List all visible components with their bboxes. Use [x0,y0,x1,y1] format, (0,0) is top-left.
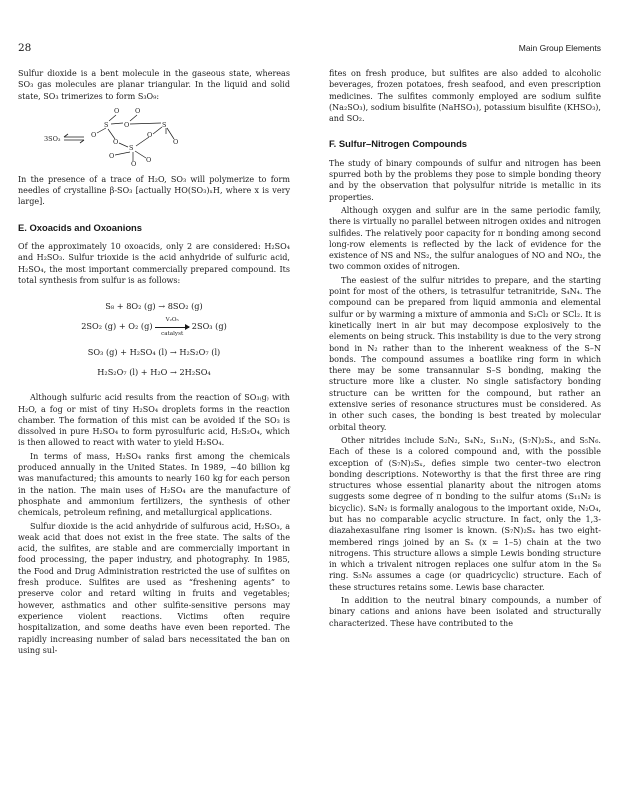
section-heading-oxoacids: E. Oxoacids and Oxoanions [18,221,142,233]
paragraph: fites on fresh produce, but sulfites are also added to alcoholic beverages, frozen potatoes, fresh seafood, and even prescription medicines. The sulfites commonly employed are sodium sulfite (Na₂SO₃), sodium bisulfite (NaHSO₃), potassium bisulfite (KHSO₃), and SO₂. [329,69,601,124]
svg-text:O: O [147,130,153,139]
svg-text:O: O [131,159,137,168]
equation: S₈ + 8O₂ (g) → 8SO₂ (g) [105,301,203,312]
paragraph: Other nitrides include S₂N₂, S₄N₂, S₁₁N₂, (S₇N)₂Sₓ, and S₅N₆. Each of these is a colored compound and, with the possible exception of (S₇N)₂Sₓ, defies simple two center–two electron bonding descriptions. Noteworthy is that the first three are ring structures whose essential planarity about the nitrogen atoms suggests some degree of π bonding to the sulfur atoms (S₁₁N₂ is bicyclic). S₄N₂ is formally analogous to the important oxide, N₂O₄, but has no comparable acyclic structure. In fact, only the 1,3-diazahexasulfane ring isomer is known. (S₇N)₂Sₓ has two eight-membered rings joined by an Sₓ (x = 1–5) chain at the two nitrogens. This structure allows a simple Lewis bonding structure in which a trivalent nitrogen replaces one sulfur atom in the S₈ ring. S₅N₆ assumes a cage (or quadricyclic) structure. Each of these structures retains some. Lewis base character. [329,435,601,592]
svg-text:O: O [109,151,115,160]
paragraph: In terms of mass, H₂SO₄ ranks first among the chemicals produced annually in the United States. In 1989, ~40 billion kg was manufactured; this amounts to nearly 160 kg for each person in the nation. The main uses of H₂SO₄ are the manufacture of phosphate and ammonium fertilizers, the synthesis of other chemicals, petroleum refining, and metallurgical applications. [18,451,290,518]
svg-text:S: S [129,143,134,152]
left-column [18,68,290,656]
equation-block [18,296,290,382]
paragraph: Although sulfuric acid results from the reaction of SO₃₍g₎ with H₂O, a fog or mist of tiny H₂SO₄ droplets forms in the reaction chamber. The formation of this mist can be avoided if the SO₃ is dissolved in pure H₂SO₄ to form pyrosulfuric acid, H₂S₂O₄, which is then allowed to react with water to yield H₂SO₄. [18,393,290,448]
running-title: Main Group Elements [518,43,601,53]
paragraph: Of the approximately 10 oxoacids, only 2 are considered: H₂SO₄ and H₂SO₃. Sulfur trioxide is the acid anhydride of sulfuric acid, H₂SO₄, the most important commercially prepared compound. Its total synthesis from sulfur is as follows: [18,242,290,285]
page-number: 28 [18,42,32,54]
paragraph: Sulfur dioxide is the acid anhydride of sulfurous acid, H₂SO₃, a weak acid that does not exist in the free state. The salts of the acid, the sulfites, are stable and are commercially important in food processing, the paper industry, and photography. In 1985, the Food and Drug Administration restricted the use of sulfites on fresh produce. Sulfites are used as “freshening agents” to preserve color and retard wilting in fruits and vegetables; however, asthmatics and other sulfite-sensitive persons may experience violent reactions. Victims often require hospitalization, and some deaths have even been reported. The rapidly increasing number of salad bars necessitated the ban on using sul- [18,521,290,655]
paragraph: The study of binary compounds of sulfur and nitrogen has been spurred both by the problems they pose to simple bonding theory and by the observation that polysulfur nitride is metallic in its properties. [329,158,601,202]
equation-catalyzed [18,316,290,342]
paragraph: The easiest of the sulfur nitrides to prepare, and the starting point for most of the others, is tetrasulfur tetranitride, S₄N₄. The compound can be prepared from liquid ammonia and elemental sulfur or by warming a mixture of ammonia and S₂Cl₂ or SCl₂. It is kinetically inert in air but may decompose explosively to the elements on being struck. This instability is due to the very strong bond in N₂ rather than to the inherent weakness of the S–N bonds. The compound assumes a boatlike ring form in which there may be some transannular S–S bonding, making the structure more like a cluster. No single satisfactory bonding structure can be written for the compound, but rather an extensive series of resonance structures must be considered. As in other such cases, the bonding is best treated by molecular orbital theory. [329,275,601,432]
catalyst-formula: V₂O₅ [165,317,179,324]
svg-text:O: O [135,106,141,115]
page-header [0,42,617,56]
s3o9-ring-figure [18,106,290,168]
svg-text:O: O [173,137,179,146]
paragraph: In the presence of a trace of H₂O, SO₃ will polymerize to form needles of crystalline β-SO₃ [actually HO(SO₃)ₓH, where x is very large]. [18,174,290,207]
catalyst-arrow [155,317,189,338]
svg-text:O: O [124,120,130,129]
svg-text:S: S [104,120,109,129]
paragraph: In addition to the neutral binary compounds, a number of binary cations and anions have been isolated and structurally characterized. These have contributed to the [329,596,601,628]
equation: H₂S₂O₇ (l) + H₂O → 2H₂SO₄ [97,367,211,378]
equation-reactants: 2SO₂ (g) + O₂ (g) [81,321,153,332]
svg-text:S: S [162,120,167,129]
right-column [329,68,601,629]
paragraph: Sulfur dioxide is a bent molecule in the gaseous state, whereas SO₃ gas molecules are planar triangular. In the liquid and solid state, SO₃ trimerizes to form S₃O₉: [18,69,290,101]
equation: SO₃ (g) + H₂SO₄ (l) → H₂S₂O₇ (l) [87,347,221,358]
svg-text:O: O [114,106,120,115]
paragraph: Although oxygen and sulfur are in the same periodic family, there is virtually no parallel between nitrogen oxides and nitrogen sulfides. The relatively poor capacity for π bonding among second long-row elements is reflected by the lack of evidence for the existence of NS and NS₂, the sulfur analogues of NO and NO₂, the two common oxides of nitrogen. [329,205,601,272]
svg-text:O: O [146,155,152,164]
s3o9-structure-diagram [18,106,290,168]
section-heading-sulfur-nitrogen: F. Sulfur–Nitrogen Compounds [329,138,468,150]
svg-text:O: O [113,137,119,146]
catalyst-label: catalyst [161,331,184,338]
diagram-label: 3SO₃ [44,134,61,143]
svg-text:O: O [91,130,97,139]
equation-products: 2SO₃ (g) [191,321,227,332]
